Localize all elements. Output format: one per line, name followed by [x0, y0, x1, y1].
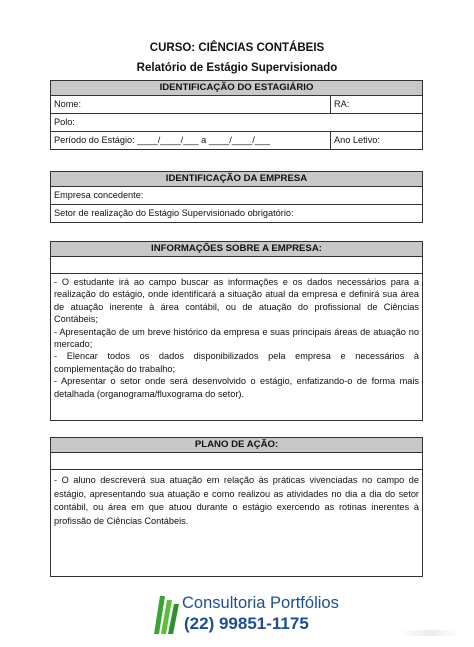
company-row [51, 187, 422, 205]
intern-identification-heading: IDENTIFICAÇÃO DO ESTAGIÁRIO [51, 81, 422, 96]
company-identification-table [50, 171, 423, 223]
company-info-heading: INFORMAÇÕES SOBRE A EMPRESA: [51, 242, 422, 257]
action-plan-section [50, 437, 423, 577]
action-plan-heading: PLANO DE AÇÃO: [51, 438, 422, 453]
period-row [51, 132, 422, 149]
company-field[interactable]: Empresa concedente: [54, 190, 144, 200]
company-identification-heading: IDENTIFICAÇÃO DA EMPRESA [51, 172, 422, 187]
green-bars-icon [152, 592, 180, 636]
action-plan-spacer [51, 453, 422, 470]
polo-field[interactable]: Polo: [54, 117, 75, 127]
report-title: Relatório de Estágio Supervisionado [136, 62, 338, 74]
page-shadow [400, 630, 460, 636]
intern-identification-table [50, 80, 423, 150]
company-info-item: - O estudante irá ao campo buscar as informações e os dados necessários para a realização do estágio, onde identificará a situação atual da empresa e definirá sua área de atuação inerente à área contábil, ou de atuação do profissional de Ciências Contábeis; [54, 277, 419, 325]
company-info-spacer [51, 257, 422, 274]
academic-year-field[interactable]: Ano Letivo: [334, 135, 380, 145]
course-title: CURSO: CIÊNCIAS CONTÁBEIS [149, 42, 325, 54]
name-row [51, 96, 422, 114]
logo-name: Consultoria Portfólios [182, 594, 339, 612]
logo-phone: (22) 99851-1175 [184, 614, 309, 633]
company-info-item: - Elencar todos os dados disponibilizados pela empresa e necessários à complementação do trabalho; [54, 351, 419, 374]
company-info-item: - Apresentação de um breve histórico da empresa e suas principais áreas de atuação no mercado; [54, 326, 419, 350]
sector-row [51, 205, 422, 222]
company-info-text [51, 274, 422, 400]
name-field[interactable]: Nome: [51, 96, 331, 113]
company-info-section [50, 241, 423, 421]
action-plan-text: - O aluno descreverá sua atuação em relação às práticas vivenciadas no campo de estágio, apresentando sua atuação e como realizou as atividades no dia a dia do setor contábil, ou área em que atuou durante o estágio exercendo as rotinas inerentes à profissão de Ciências Contábeis. [54, 475, 419, 526]
period-field[interactable]: Período do Estágio: ____/____/___ a ____/____/___ [51, 132, 331, 149]
ra-field[interactable]: RA: [334, 99, 350, 109]
polo-row [51, 114, 422, 132]
consultoria-logo [152, 590, 342, 636]
company-info-item: - Apresentar o setor onde será desenvolvido o estágio, enfatizando-o de forma mais detalhada (organograma/fluxograma do setor). [54, 376, 419, 399]
sector-field[interactable]: Setor de realização do Estágio Supervisionado obrigatório: [54, 208, 294, 218]
